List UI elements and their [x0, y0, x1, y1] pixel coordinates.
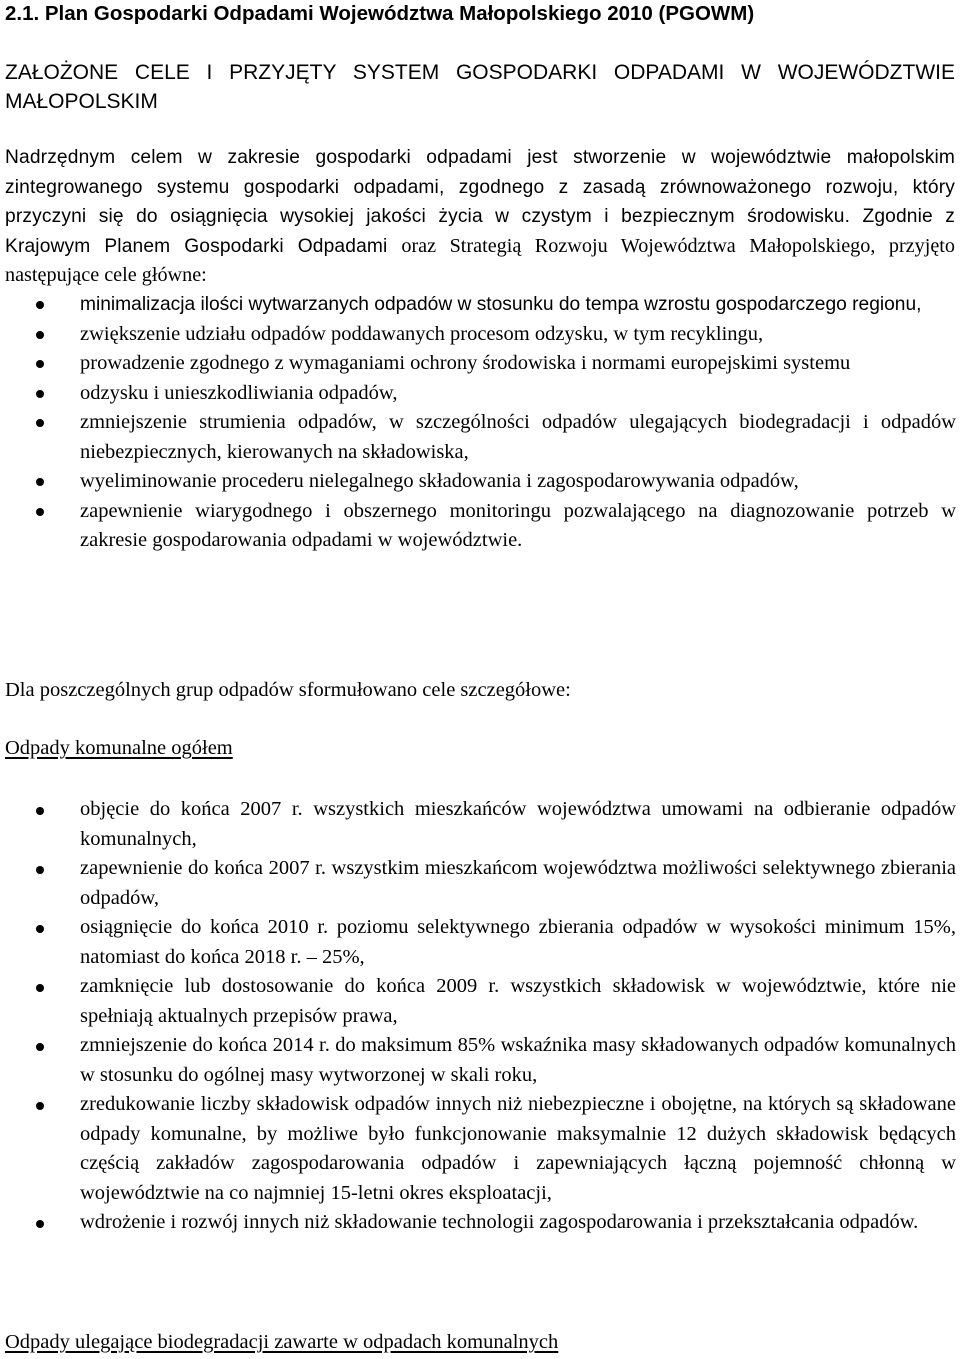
bullet-icon [36, 419, 44, 427]
section-subtitle: ZAŁOŻONE CELE I PRZYJĘTY SYSTEM GOSPODARKI ODPADAMI W WOJEWÓDZTWIE MAŁOPOLSKIM [5, 61, 955, 113]
list-item-text: zwiększenie udziału odpadów poddawanych procesom odzysku, w tym recyklingu, [80, 322, 764, 345]
section-heading: 2.1. Plan Gospodarki Odpadami Województwa Małopolskiego 2010 (PGOWM) [5, 2, 755, 25]
bullet-icon [36, 925, 44, 933]
list-item [0, 1208, 960, 1238]
list-item [0, 497, 960, 556]
bullet-icon [36, 478, 44, 486]
list-item-text: zapewnienie wiarygodnego i obszernego monitoringu pozwalającego na diagnozowanie potrzeb w zakresie gospodarowania odpadami w województwie. [80, 499, 956, 551]
intro-text-continued: oraz Strategią Rozwoju Województwa Małopolskiego, przyjęto następujące cele główne: [5, 234, 955, 286]
list-item-text: odzysku i unieszkodliwiania odpadów, [80, 381, 398, 404]
list-item-text: wyeliminowanie procederu nielegalnego składowania i zagospodarowywania odpadów, [80, 470, 799, 492]
list-item-text: zapewnienie do końca 2007 r. wszystkim mieszkańcom województwa możliwości selektywnego zbierania odpadów, [80, 857, 956, 909]
list-item-text: zmniejszenie do końca 2014 r. do maksimum 85% wskaźnika masy składowanych odpadów komunalnych w stosunku do ogólnej masy wytworzonej w skali roku, [80, 1034, 956, 1086]
bullet-icon [36, 1102, 44, 1110]
municipal-goals-list [0, 795, 960, 1238]
list-item [0, 1031, 960, 1090]
bullet-icon [36, 807, 44, 815]
bullet-icon [36, 984, 44, 992]
main-goals-list [0, 290, 960, 556]
detailed-goals-intro: Dla poszczególnych grup odpadów sformułowano cele szczegółowe: [5, 679, 571, 701]
list-item-text: osiągnięcie do końca 2010 r. poziomu selektywnego zbierania odpadów w wysokości minimum 15%, natomiast do końca 2018 r. – 25%, [80, 916, 956, 968]
list-item [0, 349, 960, 379]
list-item-text: minimalizacja ilości wytwarzanych odpadów w stosunku do tempa wzrostu gospodarczego regionu, [80, 294, 922, 315]
bullet-icon [36, 331, 44, 339]
list-item [0, 913, 960, 972]
list-item [0, 320, 960, 350]
bullet-icon [36, 360, 44, 368]
bullet-icon [36, 301, 44, 309]
bullet-icon [36, 1043, 44, 1051]
intro-text: Nadrzędnym celem w zakresie gospodarki odpadami jest stworzenie w województwie małopolskim zintegrowanego systemu gospodarki odpadami, zgodnego z zasadą zrównoważonego rozwoju, który przyczyni się do osiągnięcia wysokiej jakości życia w czystym i bezpiecznym środowisku. Zgodnie z Krajowym Planem Gospodarki Odpadami [5, 147, 955, 257]
list-item [0, 854, 960, 913]
list-item [0, 408, 960, 467]
list-item [0, 467, 960, 497]
bullet-icon [36, 866, 44, 874]
list-item-text: wdrożenie i rozwój innych niż składowanie technologii zagospodarowania i przekształcania odpadów. [80, 1211, 919, 1233]
list-item [0, 1090, 960, 1208]
list-item-text: prowadzenie zgodnego z wymaganiami ochrony środowiska i normami europejskimi systemu [80, 352, 851, 374]
bullet-icon [36, 390, 44, 398]
list-item-text: zmniejszenie strumienia odpadów, w szczególności odpadów ulegających biodegradacji i odpadów niebezpiecznych, kierowanych na składowiska, [80, 411, 956, 463]
intro-paragraph [5, 143, 955, 291]
list-item-text: zamknięcie lub dostosowanie do końca 2009 r. wszystkich składowisk w województwie, które nie spełniają aktualnych przepisów prawa, [80, 975, 956, 1027]
list-item [0, 972, 960, 1031]
list-item-text: zredukowanie liczby składowisk odpadów innych niż niebezpieczne i obojętne, na których są składowane odpady komunalne, by możliwe było funkcjonowanie maksymalnie 12 dużych składowisk będących częścią zakładów zagospodarowania odpadów i zapewniających łączną pojemność chłonną w województwie na co najmniej 15-letni okres eksploatacji, [80, 1093, 956, 1204]
subsection-title-biodegradable: Odpady ulegające biodegradacji zawarte w odpadach komunalnych [5, 1331, 559, 1353]
list-item [0, 290, 960, 320]
bullet-icon [36, 1220, 44, 1228]
list-item-text: objęcie do końca 2007 r. wszystkich mieszkańców województwa umowami na odbieranie odpadów komunalnych, [80, 798, 956, 850]
list-item [0, 379, 960, 409]
subsection-title-municipal: Odpady komunalne ogółem [5, 737, 233, 759]
bullet-icon [36, 508, 44, 516]
list-item [0, 795, 960, 854]
